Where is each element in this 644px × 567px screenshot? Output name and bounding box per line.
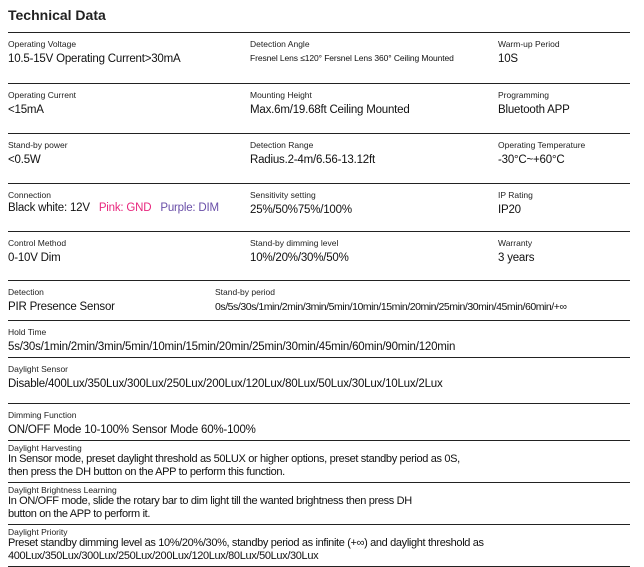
- spec-value: Radius.2-4m/6.56-13.12ft: [250, 154, 375, 166]
- spec-row-detection: [8, 280, 630, 320]
- spec-row-hold-time: [8, 320, 630, 357]
- spec-value: Disable/400Lux/350Lux/300Lux/250Lux/200Lux/120Lux/80Lux/50Lux/30Lux/10Lux/2Lux: [8, 378, 443, 390]
- spec-label: Warranty: [498, 238, 533, 248]
- spec-label: Hold Time: [8, 327, 47, 337]
- spec-row: [8, 133, 630, 183]
- spec-value: 10%/20%/30%/50%: [250, 252, 349, 264]
- spec-value: 5s/30s/1min/2min/3min/5min/10min/15min/20min/25min/30min/45min/60min/90min/120min: [8, 341, 456, 353]
- spec-row: [8, 183, 630, 231]
- spec-value: ON/OFF Mode 10-100% Sensor Mode 60%-100%: [8, 424, 256, 436]
- spec-value: Max.6m/19.68ft Ceiling Mounted: [250, 104, 410, 116]
- spec-value: IP20: [498, 204, 521, 216]
- spec-cell: [8, 84, 250, 130]
- spec-value: 10S: [498, 53, 518, 65]
- wire-black-white: Black white: 12V: [8, 202, 90, 214]
- spec-value: -30°C~+60°C: [498, 154, 565, 166]
- spec-label: Daylight Harvesting: [8, 443, 82, 453]
- spec-cell: [8, 33, 250, 80]
- spec-label: Detection Range: [250, 140, 314, 150]
- spec-cell: [498, 232, 630, 277]
- spec-label: Control Method: [8, 238, 67, 248]
- spec-row: [8, 32, 630, 83]
- spec-label: IP Rating: [498, 190, 533, 200]
- spec-value-line: then press the DH button on the APP to perform this function.: [8, 466, 285, 478]
- spec-cell: [498, 134, 630, 180]
- spec-row-daylight-priority: [8, 524, 630, 566]
- spec-cell: [498, 184, 630, 228]
- spec-value: 0s/5s/30s/1min/2min/3min/5min/10min/15min/20min/25min/30min/45min/60min/+∞: [215, 301, 567, 313]
- spec-row: [8, 83, 630, 133]
- spec-label: Dimming Function: [8, 410, 77, 420]
- spec-value: 3 years: [498, 252, 535, 264]
- spec-value: 10.5-15V Operating Current>30mA: [8, 53, 181, 65]
- spec-label: Programming: [498, 90, 550, 100]
- spec-label: Stand-by dimming level: [250, 238, 339, 248]
- spec-row: [8, 231, 630, 280]
- spec-label: Detection: [8, 287, 44, 297]
- spec-value-line: button on the APP to perform it.: [8, 508, 151, 520]
- spec-cell: [250, 134, 498, 180]
- spec-label: Operating Temperature: [498, 140, 586, 150]
- spec-label: Detection Angle: [250, 39, 310, 49]
- spec-value: <0.5W: [8, 154, 41, 166]
- spec-label: Daylight Sensor: [8, 364, 69, 374]
- spec-label: Stand-by power: [8, 140, 68, 150]
- spec-value: [8, 201, 244, 215]
- wire-purple: Purple: DIM: [160, 202, 219, 214]
- spec-value: Bluetooth APP: [498, 104, 570, 116]
- spec-label: Warm-up Period: [498, 39, 560, 49]
- wire-pink: Pink: GND: [98, 202, 152, 214]
- spec-value: 25%/50%75%/100%: [250, 204, 352, 216]
- spec-value-line: Preset standby dimming level as 10%/20%/30%, standby period as infinite (+∞) and daylight threshold as: [8, 537, 484, 549]
- spec-grid: [8, 32, 630, 280]
- spec-value: <15mA: [8, 104, 44, 116]
- spec-label: Sensitivity setting: [250, 190, 316, 200]
- spec-label: Mounting Height: [250, 90, 312, 100]
- spec-label: Operating Current: [8, 90, 77, 100]
- spec-label: Connection: [8, 190, 52, 200]
- spec-value-line: 400Lux/350Lux/300Lux/250Lux/200Lux/120Lux/80Lux/50Lux/30Lux: [8, 550, 319, 562]
- spec-label: Daylight Priority: [8, 527, 68, 537]
- spec-cell: [250, 33, 498, 80]
- spec-row-dimming-function: [8, 403, 630, 440]
- spec-value-line: In Sensor mode, preset daylight threshold as 50LUX or higher options, preset standby period as 0S,: [8, 453, 460, 465]
- spec-value: Fresnel Lens ≤120° Fersnel Lens 360° Ceiling Mounted: [250, 53, 454, 63]
- page-title: Technical Data: [8, 7, 106, 23]
- spec-cell: [498, 84, 630, 130]
- spec-row-daylight-sensor: [8, 357, 630, 403]
- spec-cell: [8, 184, 250, 228]
- spec-value-line: In ON/OFF mode, slide the rotary bar to dim light till the wanted brightness then press DH: [8, 495, 412, 507]
- spec-row-daylight-harvesting: [8, 440, 630, 482]
- spec-label: Daylight Brightness Learning: [8, 485, 117, 495]
- spec-cell: [250, 84, 498, 130]
- spec-value: PIR Presence Sensor: [8, 301, 115, 313]
- spec-cell: [498, 33, 630, 80]
- spec-cell: [8, 134, 250, 180]
- spec-cell: [8, 232, 250, 277]
- spec-value: 0-10V Dim: [8, 252, 61, 264]
- spec-label: Stand-by period: [215, 287, 276, 297]
- spec-label: Operating Voltage: [8, 39, 77, 49]
- spec-cell: [250, 232, 498, 277]
- spec-cell: [250, 184, 498, 228]
